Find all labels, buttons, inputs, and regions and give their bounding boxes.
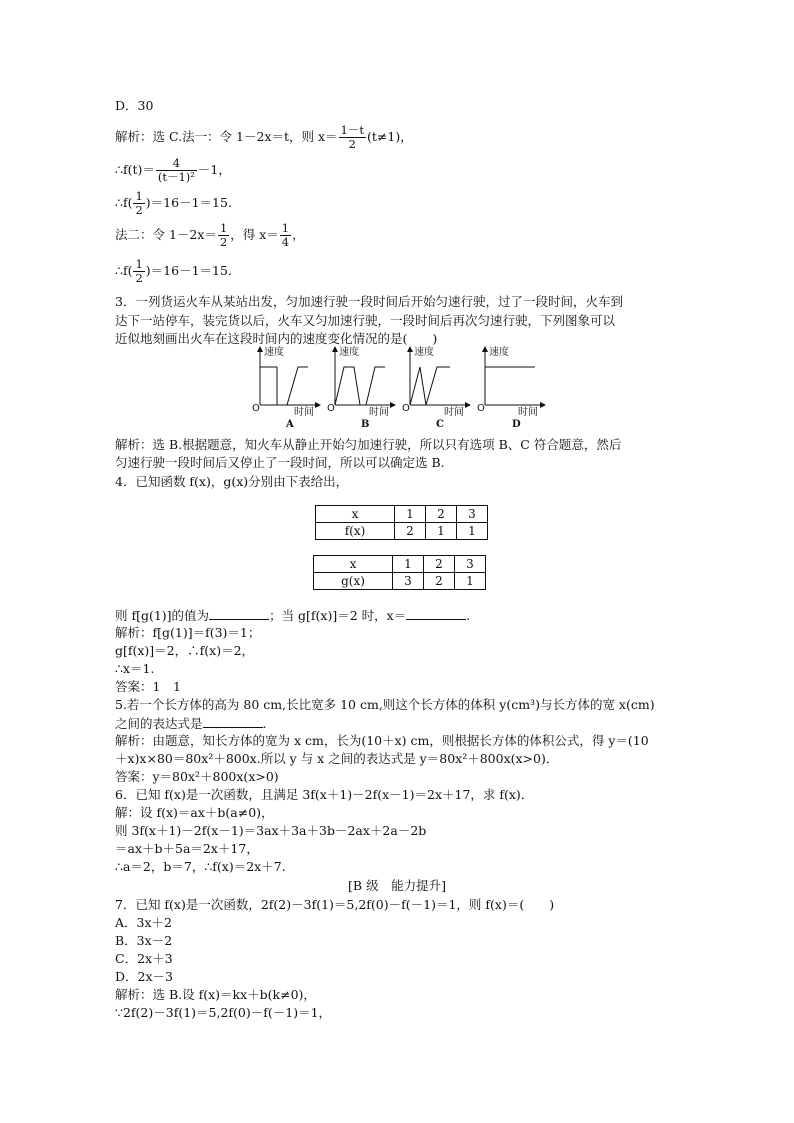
solution-line-1: 解析：选 C.法一：令 1－2x＝t，则 x＝ $\frac{1-t}{2}$ (t≠1)， (115, 123, 413, 151)
y-axis-label: 速度 (339, 347, 359, 358)
q5-solution-2: ＋x)x×80＝80x²＋800x.所以 y 与 x 之间的表达式是 y＝80x²＋800x(x>0)． (115, 751, 559, 766)
q7-option-c: C．2x＋3 (115, 951, 173, 966)
q3-solution-1: 解析：选 B.根据题意，知火车从静止开始匀加速行驶，所以只有选项 B、C 符合题意，然后 (115, 437, 622, 452)
graph-d (477, 345, 545, 430)
fraction: $\frac{1}{2}$ (219, 221, 228, 249)
q6-stem: 6．已知 f(x)是一次函数，且满足 3f(x＋1)－2f(x－1)＝2x＋17，求 f(x)． (115, 787, 534, 802)
graph-c (402, 345, 470, 430)
q6-solution-1: 解：设 f(x)＝ax＋b(a≠0)， (115, 805, 274, 820)
q4-answer: 答案：1 1 (115, 679, 181, 694)
speed-curve (485, 367, 535, 405)
fraction: $\frac{4}{\text{(t－1)²}}$ (157, 156, 195, 184)
graph-b (327, 345, 395, 430)
option-d-line: D．30 (115, 98, 154, 113)
q7-option-a: A．3x＋2 (115, 915, 172, 930)
solution-line-3: ∴f( $\frac{1}{2}$ )＝16－1＝15. (115, 189, 232, 217)
table-row: x 1 2 3 (314, 556, 486, 573)
section-heading: [B 级 能力提升] (348, 878, 446, 893)
origin-label: O (327, 403, 335, 414)
y-axis-label: 速度 (414, 347, 434, 358)
origin-label: O (402, 403, 410, 414)
q7-option-d: D．2x－3 (115, 969, 173, 984)
table-g (313, 555, 486, 590)
table-row: g(x) 3 2 1 (314, 573, 486, 590)
fraction: $\frac{1}{4}$ (281, 221, 290, 249)
answer-blank (209, 607, 269, 620)
q6-solution-2: 则 3f(x＋1)－2f(x－1)＝3ax＋3a＋3b－2ax＋2a－2b (115, 823, 427, 838)
x-axis-label: 时间 (369, 407, 389, 418)
option-label: C (436, 419, 444, 430)
q3-line-1: 3．一列货运火车从某站出发，匀加速行驶一段时间后开始匀速行驶，过了一段时间，火车到 (115, 294, 623, 309)
q5-line-2: 之间的表达式是 . (115, 716, 267, 731)
speed-curve (410, 367, 450, 405)
table-row: x 1 2 3 (316, 506, 488, 523)
y-axis-label: 速度 (264, 347, 284, 358)
x-axis-label: 时间 (294, 407, 314, 418)
fraction: $\frac{1-t}{2}$ (340, 123, 364, 151)
q5-solution-1: 解析：由题意，知长方体的宽为 x cm，长为(10＋x) cm，则根据长方体的体积公式，得 y＝(10 (115, 733, 649, 748)
origin-label: O (477, 403, 485, 414)
option-label: D (512, 419, 521, 430)
option-label: B (361, 419, 370, 430)
q6-solution-3: ＝ax＋b＋5a＝2x＋17， (115, 841, 259, 856)
solution-line-2: ∴f(t)＝ $\frac{4}{\text{(t－1)²}}$ －1， (115, 156, 231, 184)
y-axis-label: 速度 (489, 347, 509, 358)
fraction: $\frac{1}{2}$ (135, 189, 143, 217)
x-axis-label: 时间 (518, 407, 538, 418)
q4-stem: 4．已知函数 f(x)，g(x)分别由下表给出， (115, 474, 349, 489)
graph-a (252, 345, 320, 430)
q7-solution-2: ∵2f(2)－3f(1)＝5,2f(0)－f(－1)＝1， (115, 1005, 332, 1020)
solution-line-4: 法二：令 1－2x＝ $\frac{1}{2}$ ，得 x＝ $\frac{1}{4}$ ， (115, 221, 305, 249)
x-axis-label: 时间 (444, 407, 464, 418)
q4-solution-3: ∴x＝1. (115, 661, 155, 676)
q3-solution-2: 匀速行驶一段时间后又停止了一段时间，所以可以确定选 B. (115, 455, 445, 470)
q3-line-2: 达下一站停车，装完货以后，火车又匀加速行驶，一段时间后再次匀速行驶，下列图象可以 (115, 313, 616, 328)
speed-time-graphs (250, 345, 550, 430)
q5-answer: 答案：y＝80x²＋800x(x>0) (115, 769, 279, 784)
speed-curve (335, 367, 385, 405)
speed-curve (260, 367, 308, 405)
table-row: f(x) 2 1 1 (316, 523, 488, 540)
answer-blank (406, 607, 466, 620)
solution-line-5: ∴f( $\frac{1}{2}$ )＝16－1＝15. (115, 257, 232, 285)
q6-solution-4: ∴a＝2，b＝7，∴f(x)＝2x＋7. (115, 859, 286, 874)
origin-label: O (252, 403, 260, 414)
q7-solution-1: 解析：选 B.设 f(x)＝kx＋b(k≠0)， (115, 987, 316, 1002)
answer-blank (203, 715, 263, 728)
option-label: A (286, 419, 294, 430)
q7-stem: 7．已知 f(x)是一次函数，2f(2)－3f(1)＝5,2f(0)－f(－1)＝1，则 f(x)＝( ) (115, 897, 555, 912)
table-f (315, 505, 488, 540)
fraction: $\frac{1}{2}$ (135, 257, 143, 285)
q4-solution-1: 解析：f[g(1)]＝f(3)＝1； (115, 625, 261, 640)
q7-option-b: B．3x－2 (115, 933, 173, 948)
q4-solution-2: g[f(x)]＝2，∴f(x)＝2， (115, 643, 255, 658)
q4-question: 则 f[g(1)]的值为 ；当 g[f(x)]＝2 时，x＝ . (115, 608, 471, 623)
q5-line-1: 5.若一个长方体的高为 80 cm,长比宽多 10 cm,则这个长方体的体积 y(cm³)与长方体的宽 x(cm) (115, 697, 655, 712)
q3-line-3: 近似地刻画出火车在这段时间内的速度变化情况的是( ) (115, 331, 438, 346)
